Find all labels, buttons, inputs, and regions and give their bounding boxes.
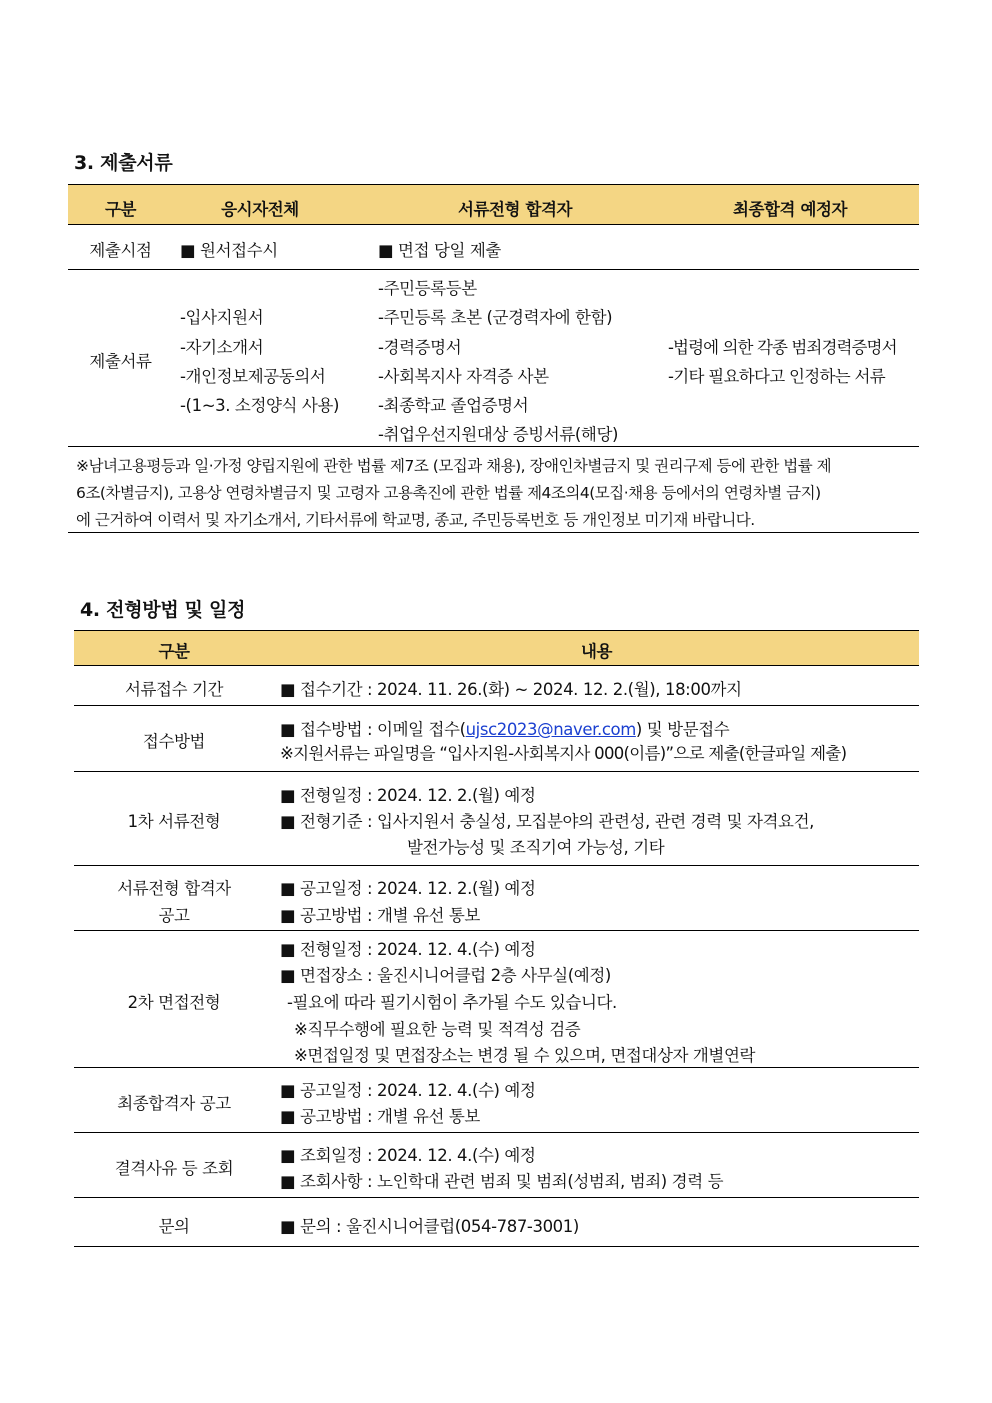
divider (68, 446, 919, 447)
row-label-document-pass-notice: 서류전형 합격자 (117, 879, 231, 898)
list-item: -최종학교 졸업증명서 (378, 396, 529, 415)
row-content-line: 발전가능성 및 조직기여 가능성, 기타 (407, 838, 665, 857)
row-content-line: ■ 조회일정 : 2024. 12. 4.(수) 예정 (280, 1146, 536, 1165)
list-item: -주민등록 초본 (군경력자에 한함) (378, 308, 613, 327)
divider (74, 930, 919, 931)
divider (74, 865, 919, 866)
column-header-content: 내용 (580, 642, 613, 661)
divider (74, 1246, 919, 1247)
list-item: -(1~3. 소정양식 사용) (180, 396, 340, 415)
row-content-line: ■ 공고방법 : 개별 유선 통보 (280, 906, 480, 925)
row-label-submission-time: 제출시점 (89, 241, 152, 260)
row-label-documents: 제출서류 (89, 352, 152, 371)
row-content-line: ■ 전형일정 : 2024. 12. 4.(수) 예정 (280, 940, 536, 959)
row-content-line: ■ 조회사항 : 노인학대 관련 범죄 및 범죄(성범죄, 범죄) 경력 등 (280, 1172, 724, 1191)
row-content-line (280, 716, 729, 740)
row-content-line: ■ 문의 : 울진시니어클럽(054-787-3001) (280, 1217, 579, 1236)
application-method-prefix: ■ 접수방법 : 이메일 접수( (280, 720, 466, 739)
list-item: -경력증명서 (378, 338, 462, 357)
column-header-category: 구분 (104, 200, 137, 219)
divider (68, 532, 919, 533)
row-label-final-notice: 최종합격자 공고 (117, 1094, 231, 1113)
list-item: -자기소개서 (180, 338, 264, 357)
divider (68, 224, 919, 225)
divider (74, 771, 919, 772)
divider (68, 269, 919, 270)
list-item: -취업우선지원대상 증빙서류(해당) (378, 425, 619, 444)
row-content-line: ■ 공고일정 : 2024. 12. 2.(월) 예정 (280, 879, 536, 898)
row-content-line: ※면접일정 및 면접장소는 변경 될 수 있으며, 면접대상자 개별연락 (294, 1046, 756, 1065)
row-label-application-period: 서류접수 기간 (124, 680, 224, 699)
row-label-inquiry: 문의 (158, 1217, 190, 1236)
list-item: -주민등록등본 (378, 279, 477, 298)
row-label-document-pass-notice-2: 공고 (158, 906, 190, 925)
legal-note-line: 6조(차별금지), 고용상 연령차별금지 및 고령자 고용촉진에 관한 법률 제4조의4(모집·채용 등에서의 연령차별 금지) (76, 484, 821, 502)
divider (68, 184, 919, 185)
divider (74, 1132, 919, 1133)
section4-title: 4. 전형방법 및 일정 (80, 599, 246, 621)
list-item: -법령에 의한 각종 범죄경력증명서 (668, 338, 897, 357)
row-label-document-screening: 1차 서류전형 (127, 812, 221, 831)
row-content-line: ■ 전형기준 : 입사지원서 충실성, 모집분야의 관련성, 관련 경력 및 자격요건, (280, 812, 814, 831)
row-content-line: ■ 전형일정 : 2024. 12. 2.(월) 예정 (280, 786, 536, 805)
cell-all-submission-time: ■ 원서접수시 (180, 241, 278, 260)
row-content-line: ※직무수행에 필요한 능력 및 적격성 검증 (294, 1020, 581, 1039)
row-content-line: ■ 접수기간 : 2024. 11. 26.(화) ~ 2024. 12. 2.(월), 18:00까지 (280, 680, 742, 699)
column-header-all-applicants: 응시자전체 (221, 200, 299, 219)
list-item: -사회복지사 자격증 사본 (378, 367, 549, 386)
divider (74, 1067, 919, 1068)
row-content-line: -필요에 따라 필기시험이 추가될 수도 있습니다. (287, 993, 617, 1012)
section3-title: 3. 제출서류 (74, 152, 173, 174)
list-item: -개인정보제공동의서 (180, 367, 326, 386)
cell-pass-submission-time: ■ 면접 당일 제출 (378, 241, 501, 260)
legal-note-line: 에 근거하여 이력서 및 자기소개서, 기타서류에 학교명, 종교, 주민등록번호 등 개인정보 미기재 바랍니다. (76, 511, 755, 529)
email-link[interactable]: ujsc2023@naver.com (465, 720, 636, 739)
list-item: -입사지원서 (180, 308, 264, 327)
row-content-note: ※지원서류는 파일명을 “입사지원-사회복지사 000(이름)”으로 제출(한글파일 제출) (280, 744, 847, 763)
row-label-disqualification-check: 결격사유 등 조회 (114, 1159, 234, 1178)
divider (74, 665, 919, 666)
column-header-final-candidates: 최종합격 예정자 (732, 200, 848, 219)
list-item: -기타 필요하다고 인정하는 서류 (668, 367, 885, 386)
application-method-suffix: ) 및 방문접수 (635, 720, 730, 739)
legal-note-line: ※남녀고용평등과 일·가정 양립지원에 관한 법률 제7조 (모집과 채용), 장애인차별금지 및 권리구제 등에 관한 법률 제 (76, 457, 832, 475)
divider (74, 705, 919, 706)
row-label-interview: 2차 면접전형 (127, 993, 221, 1012)
row-content-line: ■ 공고일정 : 2024. 12. 4.(수) 예정 (280, 1081, 536, 1100)
divider (74, 630, 919, 631)
row-content-line: ■ 면접장소 : 울진시니어클럽 2층 사무실(예정) (280, 966, 611, 985)
row-label-application-method: 접수방법 (142, 732, 206, 751)
column-header-category: 구분 (158, 642, 190, 661)
divider (74, 1197, 919, 1198)
column-header-document-passers: 서류전형 합격자 (457, 200, 573, 219)
row-content-line: ■ 공고방법 : 개별 유선 통보 (280, 1107, 480, 1126)
